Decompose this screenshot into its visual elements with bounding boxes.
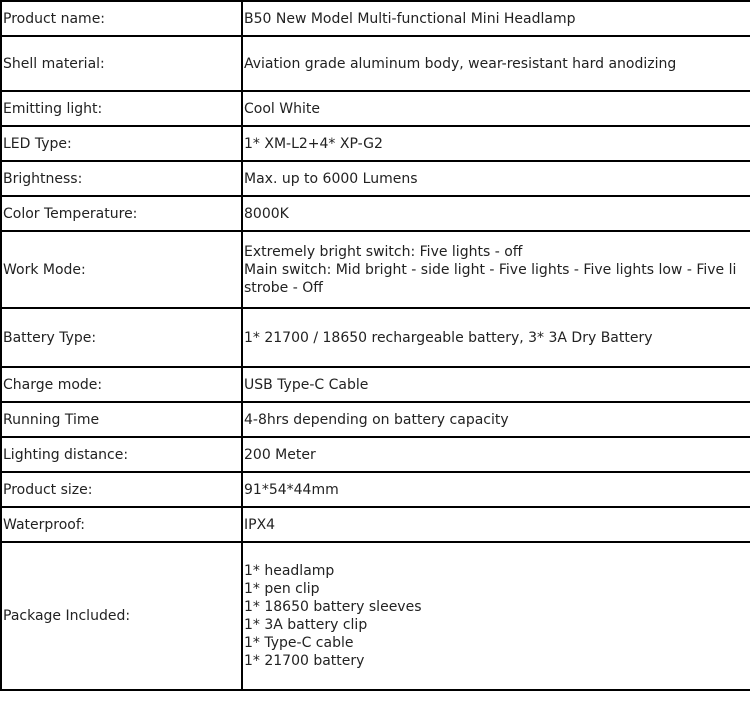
spec-value-line: strobe - Off (244, 279, 323, 296)
spec-value-line: 1* 18650 battery sleeves (244, 599, 422, 615)
spec-row (1, 91, 750, 126)
spec-value-line: Cool White (244, 100, 320, 117)
spec-row (1, 231, 750, 308)
spec-value (242, 161, 750, 196)
spec-value-line: B50 New Model Multi-functional Mini Headlamp (244, 10, 576, 27)
spec-value-line: IPX4 (244, 516, 276, 533)
spec-value-line: Extremely bright switch: Five lights - off (244, 243, 523, 260)
spec-row (1, 161, 750, 196)
spec-value (242, 91, 750, 126)
spec-value-line: 1* 21700 / 18650 rechargeable battery, 3* 3A Dry Battery (244, 329, 653, 346)
spec-value-line: USB Type-C Cable (244, 376, 369, 393)
spec-value (242, 367, 750, 402)
spec-row (1, 36, 750, 91)
spec-table-body (1, 1, 750, 690)
spec-label: LED Type: (1, 126, 242, 161)
spec-value (242, 308, 750, 367)
spec-label: Waterproof: (1, 507, 242, 542)
spec-value (242, 437, 750, 472)
spec-label: Lighting distance: (1, 437, 242, 472)
spec-value-line: 1* pen clip (244, 581, 320, 597)
spec-row (1, 437, 750, 472)
spec-value-line: 200 Meter (244, 446, 316, 463)
spec-label: Shell material: (1, 36, 242, 91)
spec-label: Charge mode: (1, 367, 242, 402)
spec-value-line: 8000K (244, 205, 289, 222)
spec-value-line: Main switch: Mid bright - side light - Five lights - Five lights low - Five li (244, 261, 737, 278)
spec-value (242, 1, 750, 36)
spec-row (1, 308, 750, 367)
spec-value (242, 36, 750, 91)
spec-label: Running Time (1, 402, 242, 437)
spec-row (1, 367, 750, 402)
spec-value (242, 126, 750, 161)
spec-label: Product name: (1, 1, 242, 36)
spec-value (242, 507, 750, 542)
spec-value (242, 231, 750, 308)
spec-value (242, 196, 750, 231)
spec-value-line: 1* headlamp (244, 563, 335, 579)
spec-row (1, 196, 750, 231)
spec-row (1, 542, 750, 690)
spec-label: Brightness: (1, 161, 242, 196)
spec-row (1, 1, 750, 36)
spec-label: Product size: (1, 472, 242, 507)
spec-value-line: 1* 21700 battery (244, 653, 365, 669)
spec-value-line: 1* Type-C cable (244, 635, 354, 651)
spec-value-line: Max. up to 6000 Lumens (244, 170, 418, 187)
spec-value (242, 472, 750, 507)
spec-value (242, 402, 750, 437)
spec-value (242, 542, 750, 690)
spec-value-line: 1* 3A battery clip (244, 617, 368, 633)
spec-value-line: 91*54*44mm (244, 481, 339, 498)
spec-row (1, 472, 750, 507)
spec-value-line: 4-8hrs depending on battery capacity (244, 411, 509, 428)
spec-label: Battery Type: (1, 308, 242, 367)
spec-value-line: 1* XM-L2+4* XP-G2 (244, 135, 383, 152)
spec-label: Work Mode: (1, 231, 242, 308)
spec-label: Color Temperature: (1, 196, 242, 231)
spec-row (1, 402, 750, 437)
spec-row (1, 507, 750, 542)
spec-row (1, 126, 750, 161)
spec-value-line: Aviation grade aluminum body, wear-resistant hard anodizing (244, 55, 677, 72)
spec-label: Package Included: (1, 542, 242, 690)
spec-label: Emitting light: (1, 91, 242, 126)
